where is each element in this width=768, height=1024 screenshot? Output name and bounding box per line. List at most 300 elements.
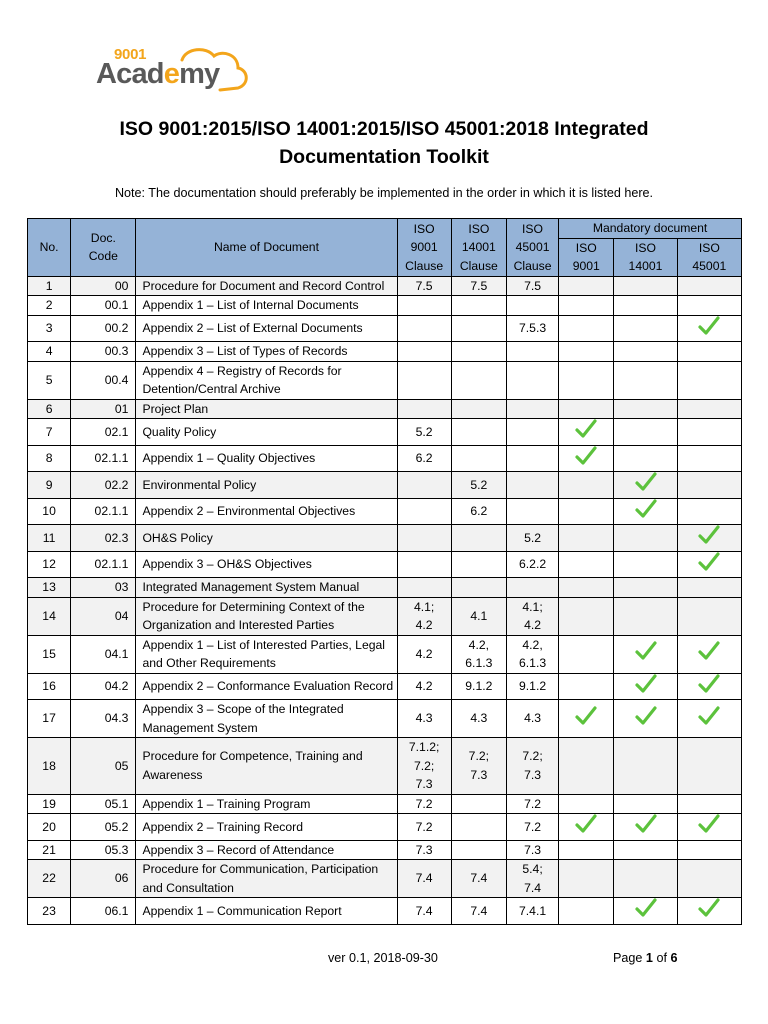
document-name: Appendix 1 – Communication Report bbox=[136, 898, 397, 925]
mandatory-iso45001 bbox=[677, 840, 741, 860]
table-row bbox=[28, 635, 742, 673]
mandatory-iso9001 bbox=[559, 296, 614, 316]
mandatory-iso45001 bbox=[677, 738, 741, 795]
clause-iso9001 bbox=[397, 551, 451, 578]
mandatory-iso45001 bbox=[677, 578, 741, 598]
mandatory-iso14001 bbox=[614, 860, 677, 898]
table-row bbox=[28, 276, 742, 296]
clause-iso9001: 6.2 bbox=[397, 445, 451, 472]
header-m9001-line2: 9001 bbox=[572, 259, 600, 273]
clause-iso45001: 7.2 bbox=[506, 814, 558, 841]
row-number: 19 bbox=[28, 794, 71, 814]
table-row bbox=[28, 525, 742, 552]
table-row bbox=[28, 794, 742, 814]
doc-code: 05.1 bbox=[71, 794, 136, 814]
clause-iso9001: 7.2 bbox=[397, 814, 451, 841]
checkmark-icon bbox=[635, 898, 657, 924]
row-number: 20 bbox=[28, 814, 71, 841]
doc-code: 00.3 bbox=[71, 342, 136, 362]
document-name: Integrated Management System Manual bbox=[136, 578, 397, 598]
doc-code: 02.2 bbox=[71, 472, 136, 499]
row-number: 5 bbox=[28, 361, 71, 399]
checkmark-icon bbox=[635, 499, 657, 525]
clause-iso45001-line: 6.1.3 bbox=[519, 656, 547, 670]
header-iso45001-clause bbox=[506, 219, 558, 277]
clause-iso14001 bbox=[451, 551, 506, 578]
mandatory-iso14001 bbox=[614, 898, 677, 925]
clause-iso45001 bbox=[506, 860, 558, 898]
clause-iso14001 bbox=[451, 361, 506, 399]
mandatory-iso14001 bbox=[614, 342, 677, 362]
mandatory-iso9001 bbox=[559, 814, 614, 841]
doc-code: 00 bbox=[71, 276, 136, 296]
checkmark-icon bbox=[635, 706, 657, 732]
header-m9001-line1: ISO bbox=[575, 240, 597, 255]
table-row bbox=[28, 419, 742, 446]
table-row bbox=[28, 315, 742, 342]
clause-iso14001 bbox=[451, 419, 506, 446]
row-number: 18 bbox=[28, 738, 71, 795]
mandatory-iso14001 bbox=[614, 472, 677, 499]
mandatory-iso45001 bbox=[677, 525, 741, 552]
clause-iso9001 bbox=[397, 472, 451, 499]
document-name: Appendix 3 – Record of Attendance bbox=[136, 840, 397, 860]
clause-iso14001 bbox=[451, 525, 506, 552]
clause-iso14001 bbox=[451, 399, 506, 419]
header-iso9001-line2: 9001 bbox=[410, 240, 438, 254]
doc-code: 00.4 bbox=[71, 361, 136, 399]
doc-code: 00.2 bbox=[71, 315, 136, 342]
table-row bbox=[28, 551, 742, 578]
mandatory-iso45001 bbox=[677, 399, 741, 419]
clause-iso9001 bbox=[397, 738, 451, 795]
document-name: Project Plan bbox=[136, 399, 397, 419]
row-number: 16 bbox=[28, 673, 71, 700]
mandatory-iso45001 bbox=[677, 814, 741, 841]
logo-small-text: 9001 bbox=[114, 46, 147, 63]
mandatory-iso45001 bbox=[677, 551, 741, 578]
clause-iso14001: 4.3 bbox=[451, 700, 506, 738]
clause-iso45001-line: 4.2 bbox=[524, 618, 542, 632]
table-row bbox=[28, 472, 742, 499]
mandatory-iso14001 bbox=[614, 551, 677, 578]
header-mandatory-45001 bbox=[677, 238, 741, 276]
clause-iso45001: 6.2.2 bbox=[506, 551, 558, 578]
header-iso14001-clause bbox=[451, 219, 506, 277]
row-number: 6 bbox=[28, 399, 71, 419]
checkmark-icon bbox=[698, 706, 720, 732]
document-name: Appendix 1 – Training Program bbox=[136, 794, 397, 814]
mandatory-iso45001 bbox=[677, 361, 741, 399]
clause-iso45001: 4.3 bbox=[506, 700, 558, 738]
row-number: 2 bbox=[28, 296, 71, 316]
mandatory-iso9001 bbox=[559, 361, 614, 399]
header-doc-code-line2: Code bbox=[88, 249, 118, 264]
clause-iso14001: 7.4 bbox=[451, 898, 506, 925]
clause-iso14001 bbox=[451, 296, 506, 316]
mandatory-iso45001 bbox=[677, 597, 741, 635]
clause-iso14001 bbox=[451, 445, 506, 472]
mandatory-iso14001 bbox=[614, 597, 677, 635]
checkmark-icon bbox=[698, 641, 720, 667]
header-m14001-line2: 14001 bbox=[628, 259, 663, 273]
clause-iso9001: 7.5 bbox=[397, 276, 451, 296]
mandatory-iso9001 bbox=[559, 840, 614, 860]
document-name: Appendix 4 – Registry of Records for Detention/Central Archive bbox=[136, 361, 397, 399]
clause-iso9001 bbox=[397, 578, 451, 598]
mandatory-iso45001 bbox=[677, 700, 741, 738]
mandatory-iso9001 bbox=[559, 898, 614, 925]
header-name: Name of Document bbox=[136, 219, 397, 277]
table-row bbox=[28, 673, 742, 700]
clause-iso45001 bbox=[506, 342, 558, 362]
mandatory-iso14001 bbox=[614, 700, 677, 738]
mandatory-iso9001 bbox=[559, 276, 614, 296]
mandatory-iso9001 bbox=[559, 525, 614, 552]
page-prefix: Page bbox=[613, 951, 643, 965]
checkmark-icon bbox=[575, 446, 597, 472]
mandatory-iso9001 bbox=[559, 419, 614, 446]
document-name: Appendix 2 – Environmental Objectives bbox=[136, 498, 397, 525]
clause-iso9001 bbox=[397, 296, 451, 316]
table-row bbox=[28, 597, 742, 635]
mandatory-iso45001 bbox=[677, 472, 741, 499]
header-iso45001-line2: 45001 bbox=[515, 240, 550, 254]
documentation-table bbox=[27, 218, 742, 925]
table-row bbox=[28, 840, 742, 860]
clause-iso45001: 7.2 bbox=[506, 794, 558, 814]
document-name: Appendix 2 – List of External Documents bbox=[136, 315, 397, 342]
header-m14001-line1: ISO bbox=[635, 240, 656, 255]
doc-code: 06 bbox=[71, 860, 136, 898]
doc-code: 04.3 bbox=[71, 700, 136, 738]
header-iso9001-line3: Clause bbox=[405, 258, 444, 273]
mandatory-iso14001 bbox=[614, 296, 677, 316]
doc-code: 04.1 bbox=[71, 635, 136, 673]
clause-iso9001: 4.3 bbox=[397, 700, 451, 738]
header-iso14001-line2: 14001 bbox=[461, 240, 496, 254]
document-name: Appendix 3 – List of Types of Records bbox=[136, 342, 397, 362]
clause-iso14001: 7.5 bbox=[451, 276, 506, 296]
table-row bbox=[28, 342, 742, 362]
doc-code: 02.1.1 bbox=[71, 551, 136, 578]
mandatory-iso45001 bbox=[677, 445, 741, 472]
mandatory-iso9001 bbox=[559, 794, 614, 814]
mandatory-iso14001 bbox=[614, 814, 677, 841]
clause-iso14001: 9.1.2 bbox=[451, 673, 506, 700]
document-name: OH&S Policy bbox=[136, 525, 397, 552]
doc-code: 05.2 bbox=[71, 814, 136, 841]
clause-iso45001: 7.4.1 bbox=[506, 898, 558, 925]
checkmark-icon bbox=[698, 674, 720, 700]
row-number: 17 bbox=[28, 700, 71, 738]
mandatory-iso14001 bbox=[614, 794, 677, 814]
doc-code: 03 bbox=[71, 578, 136, 598]
document-title bbox=[60, 115, 708, 171]
table-row bbox=[28, 445, 742, 472]
mandatory-iso14001 bbox=[614, 315, 677, 342]
mandatory-iso45001 bbox=[677, 342, 741, 362]
clause-iso9001 bbox=[397, 342, 451, 362]
doc-code: 06.1 bbox=[71, 898, 136, 925]
clause-iso14001: 7.4 bbox=[451, 860, 506, 898]
clause-iso9001-line: 7.3 bbox=[415, 777, 433, 791]
clause-iso14001 bbox=[451, 315, 506, 342]
title-line-2: Documentation Toolkit bbox=[279, 146, 489, 168]
row-number: 23 bbox=[28, 898, 71, 925]
header-iso9001-clause bbox=[397, 219, 451, 277]
implementation-note: Note: The documentation should preferably be implemented in the order in which it is listed here. bbox=[114, 186, 654, 200]
checkmark-icon bbox=[575, 814, 597, 840]
table-row bbox=[28, 814, 742, 841]
table-row bbox=[28, 578, 742, 598]
clause-iso9001: 7.3 bbox=[397, 840, 451, 860]
doc-code: 04.2 bbox=[71, 673, 136, 700]
mandatory-iso9001 bbox=[559, 597, 614, 635]
mandatory-iso45001 bbox=[677, 635, 741, 673]
clause-iso14001 bbox=[451, 738, 506, 795]
page-current: 1 bbox=[645, 951, 653, 965]
clause-iso9001: 4.2 bbox=[397, 673, 451, 700]
checkmark-icon bbox=[635, 641, 657, 667]
table-body bbox=[28, 276, 742, 924]
checkmark-icon bbox=[698, 316, 720, 342]
clause-iso14001 bbox=[451, 578, 506, 598]
header-iso45001-line1: ISO bbox=[522, 221, 544, 236]
mandatory-iso9001 bbox=[559, 635, 614, 673]
document-name: Procedure for Competence, Training and Awareness bbox=[136, 738, 397, 795]
clause-iso14001-line: 7.2; bbox=[468, 749, 490, 764]
clause-iso9001: 7.4 bbox=[397, 898, 451, 925]
clause-iso9001: 7.2 bbox=[397, 794, 451, 814]
doc-code: 05.3 bbox=[71, 840, 136, 860]
clause-iso45001 bbox=[506, 399, 558, 419]
table-row bbox=[28, 738, 742, 795]
document-name: Appendix 2 – Conformance Evaluation Record bbox=[136, 673, 397, 700]
document-name: Procedure for Communication, Participation and Consultation bbox=[136, 860, 397, 898]
mandatory-iso9001 bbox=[559, 700, 614, 738]
checkmark-icon bbox=[698, 814, 720, 840]
clause-iso14001-line: 4.2, bbox=[468, 637, 490, 652]
mandatory-iso14001 bbox=[614, 419, 677, 446]
header-iso9001-line1: ISO bbox=[413, 221, 435, 236]
clause-iso45001 bbox=[506, 419, 558, 446]
footer-version: ver 0.1, 2018-09-30 bbox=[328, 951, 438, 965]
mandatory-iso9001 bbox=[559, 578, 614, 598]
mandatory-iso14001 bbox=[614, 673, 677, 700]
logo-text-accent: e bbox=[163, 58, 180, 90]
clause-iso9001 bbox=[397, 399, 451, 419]
clause-iso45001 bbox=[506, 296, 558, 316]
mandatory-iso45001 bbox=[677, 315, 741, 342]
clause-iso45001 bbox=[506, 361, 558, 399]
mandatory-iso45001 bbox=[677, 673, 741, 700]
table-row bbox=[28, 860, 742, 898]
mandatory-iso14001 bbox=[614, 498, 677, 525]
clause-iso14001 bbox=[451, 635, 506, 673]
checkmark-icon bbox=[698, 525, 720, 551]
mandatory-iso9001 bbox=[559, 342, 614, 362]
clause-iso45001: 7.5.3 bbox=[506, 315, 558, 342]
header-mandatory: Mandatory document bbox=[559, 219, 742, 239]
header-doc-code-line1: Doc. bbox=[90, 230, 116, 245]
document-name: Appendix 2 – Training Record bbox=[136, 814, 397, 841]
row-number: 10 bbox=[28, 498, 71, 525]
clause-iso45001 bbox=[506, 597, 558, 635]
mandatory-iso45001 bbox=[677, 898, 741, 925]
mandatory-iso14001 bbox=[614, 361, 677, 399]
row-number: 1 bbox=[28, 276, 71, 296]
row-number: 12 bbox=[28, 551, 71, 578]
table-row bbox=[28, 361, 742, 399]
page-total: 6 bbox=[670, 951, 678, 965]
clause-iso9001 bbox=[397, 597, 451, 635]
clause-iso14001 bbox=[451, 794, 506, 814]
mandatory-iso14001 bbox=[614, 578, 677, 598]
row-number: 21 bbox=[28, 840, 71, 860]
clause-iso45001-line: 4.2, bbox=[522, 637, 543, 652]
table-row bbox=[28, 296, 742, 316]
mandatory-iso45001 bbox=[677, 498, 741, 525]
doc-code: 02.3 bbox=[71, 525, 136, 552]
header-iso14001-line3: Clause bbox=[459, 258, 498, 273]
document-name: Appendix 3 – OH&S Objectives bbox=[136, 551, 397, 578]
mandatory-iso45001 bbox=[677, 860, 741, 898]
clause-iso9001 bbox=[397, 315, 451, 342]
header-mandatory-14001 bbox=[614, 238, 677, 276]
clause-iso9001 bbox=[397, 525, 451, 552]
document-name: Quality Policy bbox=[136, 419, 397, 446]
clause-iso9001-line: 7.1.2; bbox=[408, 740, 440, 754]
checkmark-icon bbox=[635, 674, 657, 700]
mandatory-iso9001 bbox=[559, 860, 614, 898]
clause-iso45001-line: 7.2; bbox=[522, 749, 543, 764]
footer-page-number bbox=[613, 951, 677, 965]
clause-iso14001 bbox=[451, 342, 506, 362]
mandatory-iso9001 bbox=[559, 472, 614, 499]
logo-big-text bbox=[96, 58, 219, 91]
mandatory-iso9001 bbox=[559, 738, 614, 795]
row-number: 22 bbox=[28, 860, 71, 898]
mandatory-iso9001 bbox=[559, 315, 614, 342]
clause-iso14001-line: 6.1.3 bbox=[465, 656, 493, 670]
mandatory-iso45001 bbox=[677, 794, 741, 814]
clause-iso9001 bbox=[397, 498, 451, 525]
mandatory-iso14001 bbox=[614, 399, 677, 419]
clause-iso45001 bbox=[506, 445, 558, 472]
mandatory-iso14001 bbox=[614, 840, 677, 860]
clause-iso14001-line: 7.3 bbox=[470, 767, 488, 782]
checkmark-icon bbox=[575, 419, 597, 445]
header-m45001-line1: ISO bbox=[698, 240, 720, 255]
clause-iso9001-line: 7.2; bbox=[413, 758, 435, 773]
clause-iso45001-line: 7.4 bbox=[524, 880, 542, 895]
clause-iso9001: 7.4 bbox=[397, 860, 451, 898]
doc-code: 01 bbox=[71, 399, 136, 419]
document-name: Appendix 3 – Scope of the Integrated Management System bbox=[136, 700, 397, 738]
header-m45001-line2: 45001 bbox=[692, 259, 727, 273]
mandatory-iso9001 bbox=[559, 498, 614, 525]
clause-iso14001 bbox=[451, 814, 506, 841]
mandatory-iso45001 bbox=[677, 296, 741, 316]
checkmark-icon bbox=[698, 552, 720, 578]
clause-iso9001 bbox=[397, 361, 451, 399]
row-number: 11 bbox=[28, 525, 71, 552]
checkmark-icon bbox=[575, 706, 597, 732]
clause-iso45001: 7.5 bbox=[506, 276, 558, 296]
row-number: 15 bbox=[28, 635, 71, 673]
doc-code: 02.1 bbox=[71, 419, 136, 446]
mandatory-iso9001 bbox=[559, 551, 614, 578]
doc-code: 02.1.1 bbox=[71, 445, 136, 472]
clause-iso45001 bbox=[506, 635, 558, 673]
table-row bbox=[28, 700, 742, 738]
doc-code: 04 bbox=[71, 597, 136, 635]
table-header bbox=[28, 219, 742, 277]
clause-iso9001: 4.2 bbox=[397, 635, 451, 673]
clause-iso45001 bbox=[506, 498, 558, 525]
mandatory-iso14001 bbox=[614, 445, 677, 472]
document-name: Environmental Policy bbox=[136, 472, 397, 499]
document-name: Procedure for Determining Context of the Organization and Interested Parties bbox=[136, 597, 397, 635]
document-name: Appendix 1 – List of Interested Parties, Legal and Other Requirements bbox=[136, 635, 397, 673]
clause-iso14001 bbox=[451, 840, 506, 860]
clause-iso45001-line: 5.4; bbox=[522, 862, 543, 876]
header-no: No. bbox=[28, 219, 71, 277]
clause-iso45001 bbox=[506, 738, 558, 795]
logo-text-suffix: my bbox=[179, 58, 220, 90]
mandatory-iso14001 bbox=[614, 635, 677, 673]
header-iso14001-line1: ISO bbox=[468, 221, 490, 236]
doc-code: 00.1 bbox=[71, 296, 136, 316]
header-doc-code bbox=[71, 219, 136, 277]
clause-iso9001-line: 4.2 bbox=[415, 618, 433, 632]
document-name: Appendix 1 – Quality Objectives bbox=[136, 445, 397, 472]
clause-iso45001: 9.1.2 bbox=[506, 673, 558, 700]
row-number: 14 bbox=[28, 597, 71, 635]
header-mandatory-9001 bbox=[559, 238, 614, 276]
clause-iso14001: 5.2 bbox=[451, 472, 506, 499]
row-number: 13 bbox=[28, 578, 71, 598]
row-number: 8 bbox=[28, 445, 71, 472]
row-number: 9 bbox=[28, 472, 71, 499]
row-number: 7 bbox=[28, 419, 71, 446]
table-row bbox=[28, 399, 742, 419]
page-of: of bbox=[656, 951, 667, 965]
mandatory-iso14001 bbox=[614, 525, 677, 552]
checkmark-icon bbox=[635, 814, 657, 840]
clause-iso14001: 4.1 bbox=[451, 597, 506, 635]
mandatory-iso45001 bbox=[677, 419, 741, 446]
doc-code: 05 bbox=[71, 738, 136, 795]
document-name: Procedure for Document and Record Control bbox=[136, 276, 397, 296]
mandatory-iso14001 bbox=[614, 738, 677, 795]
mandatory-iso45001 bbox=[677, 276, 741, 296]
mandatory-iso9001 bbox=[559, 399, 614, 419]
clause-iso9001-line: 4.1; bbox=[413, 599, 435, 614]
mandatory-iso9001 bbox=[559, 673, 614, 700]
clause-iso45001: 5.2 bbox=[506, 525, 558, 552]
clause-iso9001: 5.2 bbox=[397, 419, 451, 446]
checkmark-icon bbox=[698, 898, 720, 924]
clause-iso45001 bbox=[506, 578, 558, 598]
mandatory-iso9001 bbox=[559, 445, 614, 472]
checkmark-icon bbox=[635, 472, 657, 498]
clause-iso45001: 7.3 bbox=[506, 840, 558, 860]
clause-iso45001-line: 4.1; bbox=[522, 599, 543, 614]
row-number: 4 bbox=[28, 342, 71, 362]
mandatory-iso14001 bbox=[614, 276, 677, 296]
